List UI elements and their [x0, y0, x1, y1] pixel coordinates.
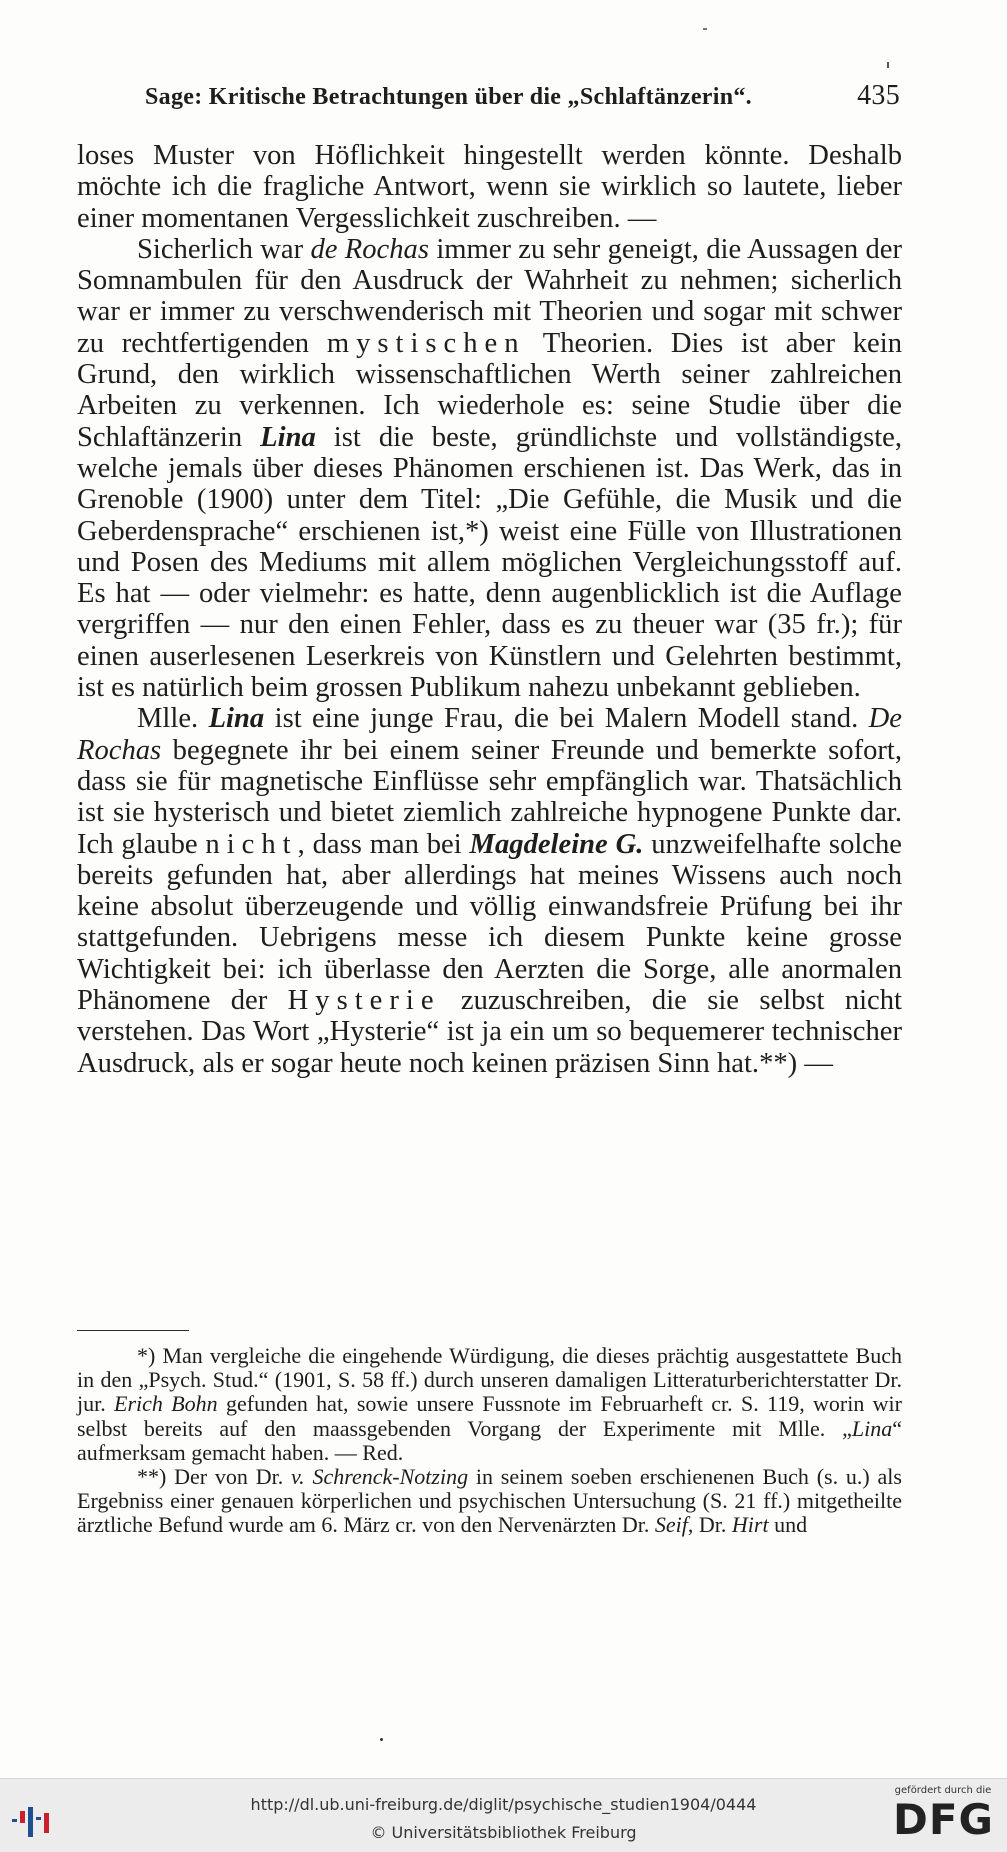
paragraph — [77, 140, 902, 234]
text-run: gefunden hat, sowie unsere Fussnote im Februarheft cr. S. 119, worin wir selbst bereits auf den maassgebenden Vorgang der Experimente mit Mlle. „ — [77, 1391, 902, 1441]
text-run: und — [768, 1512, 808, 1538]
footnotes — [77, 1344, 902, 1538]
text-run: unzweifelhafte solche bereits gefunden hat, aber allerdings hat meines Wissens auch noch keine absolut überzeugende und völlig einwandsfreie Prüfung bei ihr stattgefunden. Uebrigens messe ich diesem Punkte keine grosse Wichtigkeit bei: ich überlasse den Aerzten die Sorge, alle anormalen Phänomene der — [77, 828, 902, 1017]
text-run: “ aufmerksam gemacht haben. — Red. — [77, 1415, 902, 1465]
text-run: immer zu sehr geneigt, die Aussagen der Somnambulen für den Ausdruck der Wahrheit zu nehmen; sicherlich war er immer zu verschwenderisch mit Theorien und sogar mit schwer zu rechtfertigenden — [77, 233, 902, 359]
person-name: de Rochas — [310, 233, 429, 265]
page-number: 435 — [857, 80, 900, 111]
person-name: Seif — [654, 1512, 688, 1538]
footnote-divider — [77, 1330, 189, 1331]
permalink-link[interactable]: http://dl.ub.uni-freiburg.de/diglit/psychische_studien1904/0444 — [250, 1795, 757, 1814]
permalink[interactable] — [0, 1795, 1007, 1814]
person-name: v. Schrenck-Notzing — [291, 1464, 469, 1490]
text-run: in seinem soeben erschienenen Buch (s. u.) als Ergebniss einer genauen körperlichen und psychischen Untersuchung (S. 21 ff.) mitgetheilte ärztliche Befund wurde am 6. März cr. von den Nervenärzten Dr. — [77, 1464, 902, 1538]
text-run: , dass man bei — [297, 828, 470, 860]
text-run: Mlle. — [137, 703, 209, 735]
person-name: Hirt — [731, 1512, 769, 1538]
footnote-2 — [77, 1465, 902, 1538]
text-run: **) Der von Dr. — [137, 1464, 292, 1490]
scan-speck — [887, 62, 889, 68]
copyright-notice: © Universitätsbibliothek Freiburg — [370, 1823, 637, 1842]
footnote-1 — [77, 1344, 902, 1465]
running-header-title: Sage: Kritische Betrachtungen über die „Schlaftänzerin“. — [145, 84, 752, 110]
running-header — [145, 80, 900, 118]
dfg-logo-text: DFG — [893, 1795, 995, 1844]
text-run: zuzuschreiben, die sie selbst nicht verstehen. Das Wort „Hysterie“ ist ja ein um so bequemerer technischer Ausdruck, als er sogar heute noch keinen präzisen Sinn hat.**) — — [77, 985, 902, 1079]
body-text — [77, 140, 902, 1079]
scan-speck — [380, 1738, 383, 1741]
text-run: Theorien. Dies ist aber kein Grund, den wirklich wissenschaftlichen Werth seiner zahlreichen Arbeiten zu verkennen. Ich wiederhole es: seine Studie über die Schlaftänzerin — [77, 327, 902, 453]
spaced-word: nicht — [205, 828, 298, 860]
text-run: *) Man vergleiche die eingehende Würdigung, die dieses prächtig ausgestattete Buch in den „Psych. Stud.“ (1901, S. 58 ff.) durch unseren damaligen Litteraturberichterstatter Dr. jur. — [77, 1343, 902, 1417]
scan-speck — [703, 28, 707, 30]
person-name: De Rochas — [77, 703, 902, 766]
person-name: Lina — [208, 703, 265, 735]
paragraph — [77, 234, 902, 703]
person-name: Magdeleine G. — [469, 828, 644, 860]
text-run: begegnete ihr bei einem seiner Freunde und bemerkte sofort, dass sie für magnetische Einflüsse sehr empfänglich war. Thatsächlich ist sie hysterisch und bietet ziemlich zahlreiche hypnogene Punkte dar. Ich glaube — [77, 734, 902, 860]
text-run: ist eine junge Frau, die bei Malern Modell stand. — [264, 703, 869, 735]
funding-note: gefördert durch die — [894, 1785, 992, 1796]
spaced-word: Hysterie — [287, 985, 441, 1017]
viewer-footer — [0, 1778, 1007, 1852]
spaced-word: mystischen — [326, 327, 526, 359]
person-name: Lina — [260, 421, 316, 453]
paragraph — [77, 703, 902, 1079]
person-name: Lina — [851, 1415, 893, 1441]
text-run: loses Muster von Höflichkeit hingestellt werden könnte. Deshalb möchte ich die fragliche Antwort, wenn sie wirklich so lautete, lieber einer momentanen Vergesslichkeit zuschreiben. — — [77, 140, 902, 234]
text-run: ist die beste, gründlichste und vollständigste, welche jemals über dieses Phänomen erschienen ist. Das Werk, das in Grenoble (1900) unter dem Titel: „Die Gefühle, die Musik und die Geberdensprache“ erschienen ist,*) weist eine Fülle von Illustrationen und Posen des Mediums mit allem möglichen Vergleichungsstoff auf. Es hat — oder vielmehr: es hatte, denn augenblicklich ist die Auflage vergriffen — nur den einen Fehler, dass es zu theuer war (35 fr.); für einen auserlesenen Leserkreis von Künstlern und Gelehrten bestimmt, ist es natürlich beim grossen Publikum nahezu unbekannt geblieben. — [77, 421, 902, 704]
dfg-funding-logo[interactable] — [893, 1785, 993, 1849]
person-name: Erich Bohn — [114, 1391, 218, 1417]
text-run: , Dr. — [687, 1512, 732, 1538]
text-run: Sicherlich war — [137, 233, 311, 265]
